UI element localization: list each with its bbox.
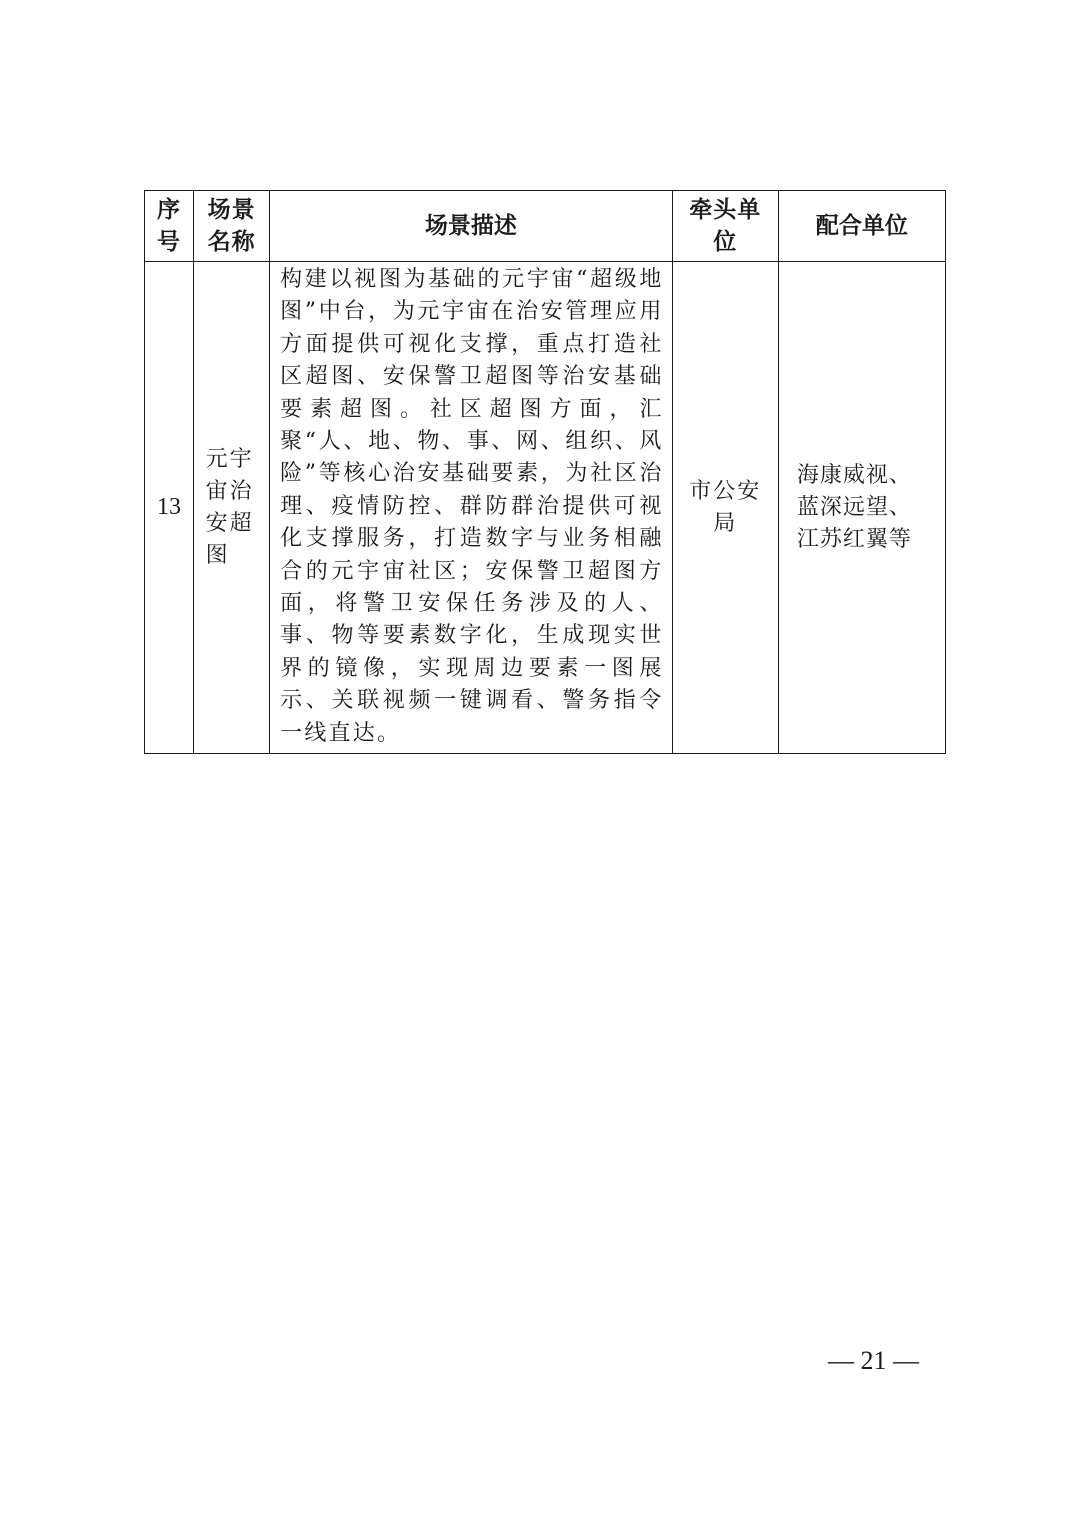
cell-no: 13 [145, 262, 194, 754]
header-name [194, 191, 270, 262]
header-description-label: 场景描述 [424, 213, 517, 239]
scenario-name: 元宇宙治安超图 [205, 446, 254, 568]
lead-unit-text: 市公安局 [689, 478, 762, 536]
header-coop-unit-label: 配合单位 [815, 213, 908, 239]
header-description [270, 191, 673, 262]
scenario-table [144, 190, 946, 754]
header-name-label: 场景名称 [207, 197, 256, 255]
coop-unit-text: 海康威视、蓝深远望、江苏红翼等 [796, 462, 912, 552]
header-coop-unit [778, 191, 945, 262]
cell-lead-unit [672, 262, 778, 754]
header-no [145, 191, 194, 262]
table-header-row [145, 191, 946, 262]
cell-coop-unit [778, 262, 945, 754]
header-lead-unit-label: 牵头单位 [689, 197, 762, 255]
page-number: — 21 — [828, 1346, 919, 1375]
cell-name [194, 262, 270, 754]
cell-description: 构建以视图为基础的元宇宙“超级地图”中台，为元宇宙在治安管理应用方面提供可视化支撑，重点打造社区超图、安保警卫超图等治安基础要素超图。社区超图方面，汇聚“人、地、物、事、网、组织、风险”等核心治安基础要素，为社区治理、疫情防控、群防群治提供可视化支撑服务，打造数字与业务相融合的元宇宙社区；安保警卫超图方面，将警卫安保任务涉及的人、事、物等要素数字化，生成现实世界的镜像，实现周边要素一图展示、关联视频一键调看、警务指令一线直达。 [270, 262, 673, 754]
header-lead-unit [672, 191, 778, 262]
header-no-label: 序号 [157, 197, 182, 255]
table-row [145, 262, 946, 754]
